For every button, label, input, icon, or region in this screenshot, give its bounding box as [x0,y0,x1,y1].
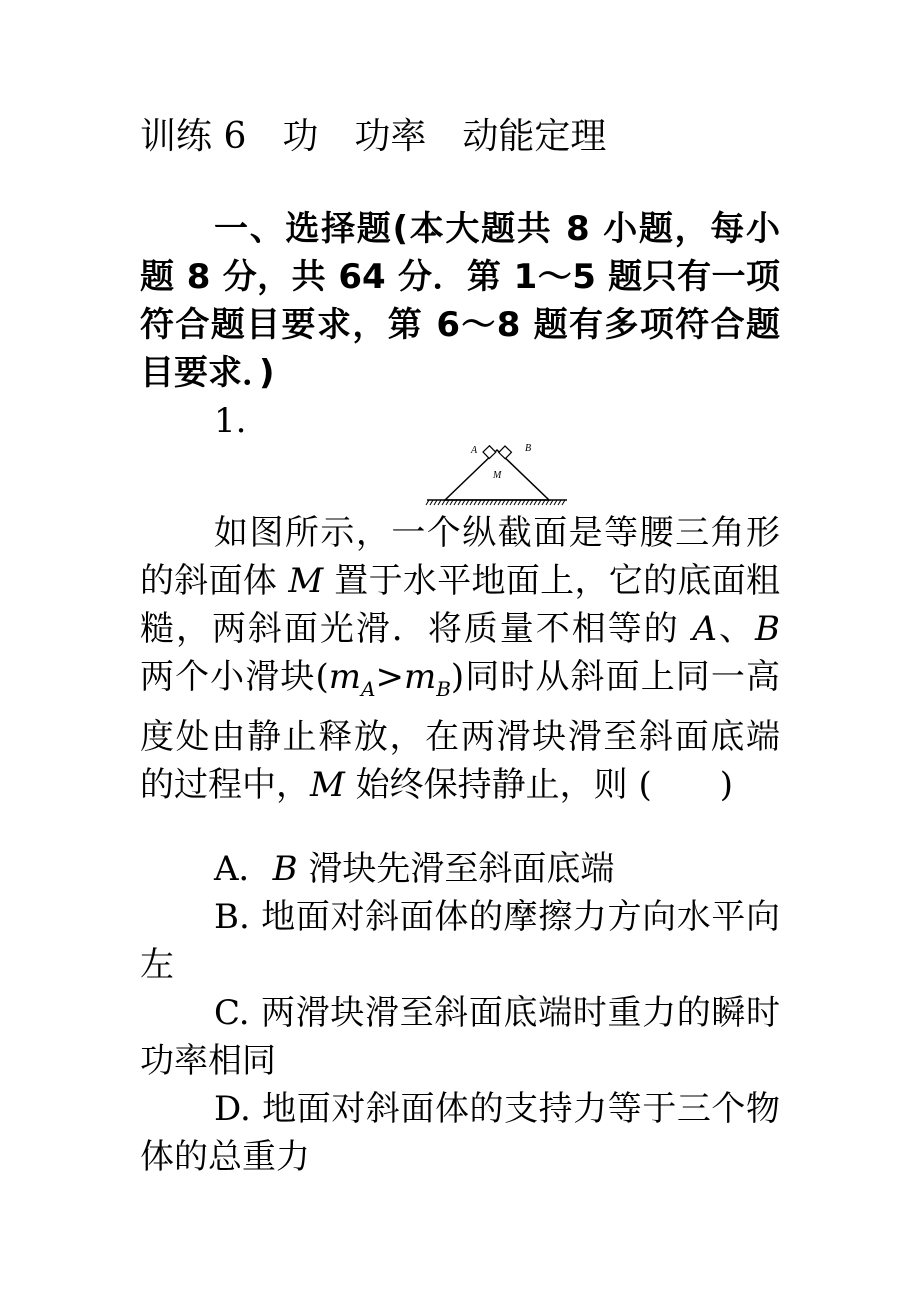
option-c: C. 两滑块滑至斜面底端时重力的瞬时功率相同 [140,993,780,1081]
option-d: D. 地面对斜面体的支持力等于三个物体的总重力 [140,1089,780,1177]
block-a [483,446,496,459]
label-a: A [471,445,478,456]
block-b [499,446,512,459]
page-title: 训练 6 功 功率 动能定理 [140,116,607,157]
incline-figure [425,438,570,508]
section-heading: 一、选择题(本大题共 8 小题，每小题 8 分，共 64 分．第 1～5 题只有一项符合题目要求，第 6～8 题有多项符合题目要求．) [140,209,780,393]
label-m: M [493,470,502,481]
option-a: A．B 滑块先滑至斜面底端 [214,849,615,889]
label-b: B [525,443,532,454]
question-number: 1. [214,401,247,441]
option-b: B. 地面对斜面体的摩擦力方向水平向左 [140,897,780,985]
question-stem: 如图所示，一个纵截面是等腰三角形的斜面体 M 置于水平地面上，它的底面粗糙，两斜面光滑．将质量不相等的 A、B 两个小滑块$(m_A>m_B)$同时从斜面上同一高度处由静止释放，在两滑块滑至斜面底端的过程中，M 始终保持静止，则 ( ) [140,513,781,805]
